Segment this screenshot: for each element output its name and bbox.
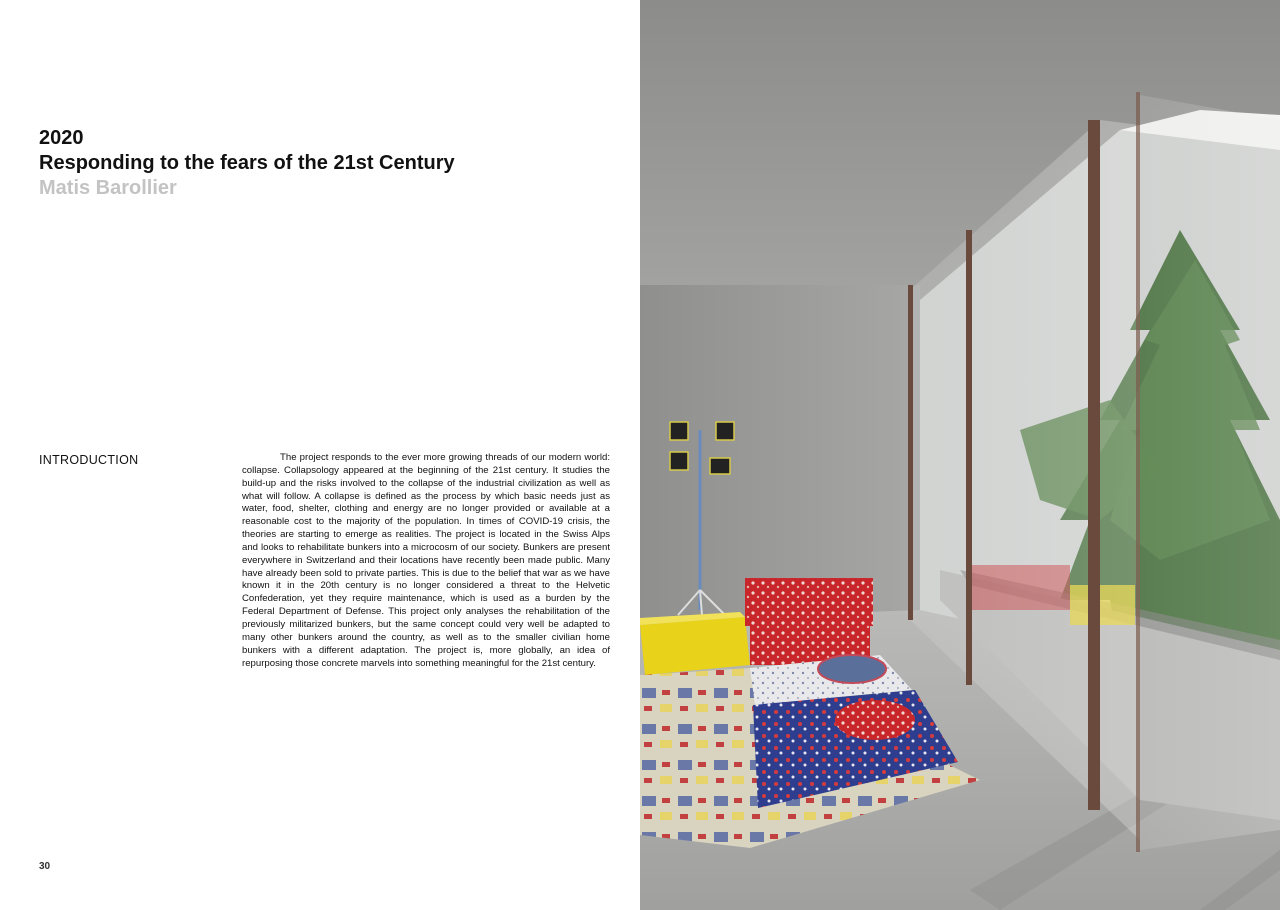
- project-heading: Responding to the fears of the 21st Century: [39, 152, 455, 174]
- page-number: 30: [39, 861, 51, 872]
- title-block: [39, 126, 599, 201]
- section-label: INTRODUCTION: [39, 453, 139, 467]
- interior-render-svg: [640, 0, 1280, 910]
- author-name: Matis Barollier: [39, 177, 177, 199]
- project-year: 2020: [39, 127, 84, 149]
- intro-text: The project responds to the ever more growing threads of our modern world: collapse. Collapsology appeared at the beginning of the 21st century. It studies the build-up and the risks involved to the collapse of the industrial civilization as well as what will follow. A collapse is defined as the process by which basic needs just as water, food, shelter, clothing and energy are no longer provided or available at a reasonable cost to the majority of the population. In times of COVID-19 crisis, the theories are starting to emerge as realities. The project is located in the Swiss Alps and looks to rehabilitate bunkers into a microcosm of our society. Bunkers are present everywhere in Switzerland and their locations have recently been made public. Many have already been sold to private parties. This is due to the belief that war as we have known it in the 20th century is no longer considered a threat to the Helvetic Confederation, yet they require maintenance, which is used as a burden by the Federal Department of Defense. This project only analyses the rehabilitation of the previously militarized bunkers, but the same concept could very well be adapted to many other bunkers around the country, as well as to the smaller civilian home bunkers with a different adaptation. The project is, more globally, an idea of repurposing those concrete marvels into something meaningful for the 21st century.: [242, 452, 610, 669]
- render-image: [640, 0, 1280, 910]
